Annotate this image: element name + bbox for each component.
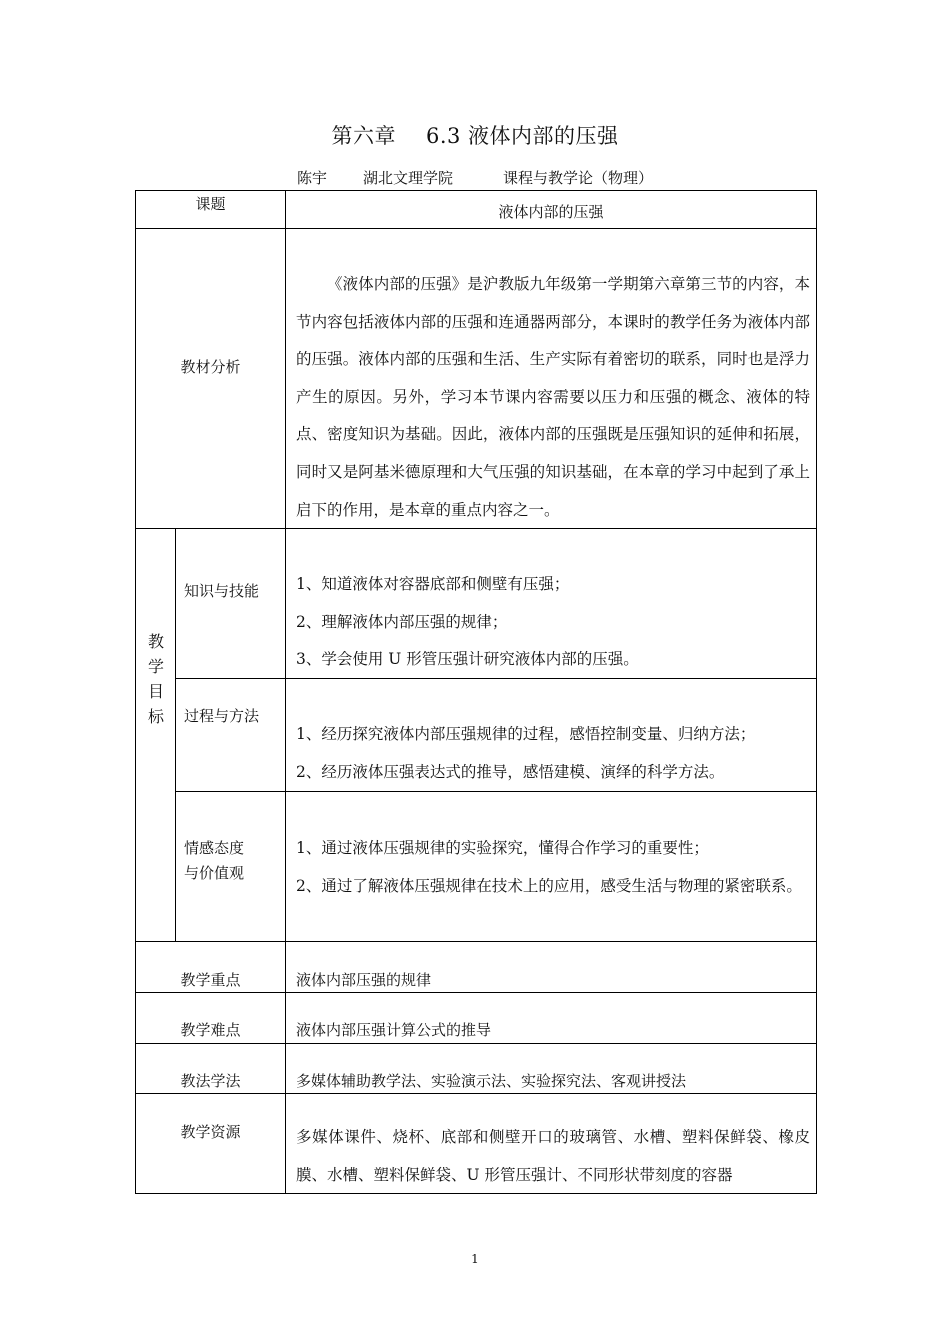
lesson-plan-table <box>135 190 817 1194</box>
emotion-list <box>296 830 810 905</box>
objectives-label-char: 标 <box>147 707 164 726</box>
analysis-label: 教材分析 <box>180 358 241 376</box>
column-divider <box>285 191 286 1193</box>
key-point-value: 液体内部压强的规律 <box>296 971 432 989</box>
page-number: 1 <box>471 1252 479 1266</box>
column-divider <box>175 528 176 941</box>
objectives-label-char: 教 <box>147 632 164 651</box>
objectives-label-char: 学 <box>147 657 164 676</box>
topic-value: 液体内部的压强 <box>498 203 604 221</box>
objectives-label-char: 目 <box>147 682 164 701</box>
list-item: 3、学会使用 U 形管压强计研究液体内部的压强。 <box>296 650 639 669</box>
emotion-label-line: 与价值观 <box>184 864 245 882</box>
list-item: 2、通过了解液体压强规律在技术上的应用，感受生活与物理的紧密联系。 <box>296 876 802 895</box>
process-list <box>296 716 810 791</box>
list-item: 2、经历液体压强表达式的推导，感悟建模、演绎的科学方法。 <box>296 762 725 781</box>
list-item: 2、理解液体内部压强的规律； <box>296 612 508 631</box>
course-name: 课程与教学论（物理） <box>503 169 654 187</box>
key-point-label: 教学重点 <box>180 971 241 989</box>
process-label: 过程与方法 <box>184 707 260 725</box>
analysis-text: 《液体内部的压强》是沪教版九年级第一学期第六章第三节的内容，本节内容包括液体内部的压强和连通器两部分，本课时的教学任务为液体内部的压强。液体内部的压强和生活、生产实际有着密切的联系，同时也是浮力产生的原因。另外，学习本节课内容需要以压力和压强的概念、液体的特点、密度知识为基础。因此，液体内部的压强既是压强知识的延伸和拓展，同时又是阿基米德原理和大气压强的知识基础，在本章的学习中起到了承上启下的作用，是本章的重点内容之一。 <box>296 275 810 519</box>
school-name: 湖北文理学院 <box>362 169 453 187</box>
resources-value: 多媒体课件、烧杯、底部和侧壁开口的玻璃管、水槽、塑料保鲜袋、橡皮膜、水槽、塑料保鲜袋、U 形管压强计、不同形状带刻度的容器 <box>296 1128 810 1184</box>
methods-label: 教法学法 <box>180 1072 241 1090</box>
list-item: 1、经历探究液体内部压强规律的过程，感悟控制变量、归纳方法； <box>296 725 756 743</box>
resources-label: 教学资源 <box>180 1123 241 1141</box>
chapter-label: 第六章 <box>331 124 396 148</box>
lesson-title: 6.3 液体内部的压强 <box>425 124 619 148</box>
list-item: 1、知道液体对容器底部和侧壁有压强； <box>296 575 570 593</box>
emotion-label-line: 情感态度 <box>184 839 245 857</box>
knowledge-label: 知识与技能 <box>184 582 260 600</box>
methods-value: 多媒体辅助教学法、实验演示法、实验探究法、客观讲授法 <box>296 1072 687 1090</box>
list-item: 1、通过液体压强规律的实验探究，懂得合作学习的重要性； <box>296 839 709 857</box>
emotion-label <box>184 836 284 886</box>
page-title <box>0 120 950 150</box>
difficulty-value: 液体内部压强计算公式的推导 <box>296 1021 492 1039</box>
difficulty-label: 教学难点 <box>180 1021 241 1039</box>
knowledge-list <box>296 566 810 679</box>
topic-label: 课题 <box>195 195 226 213</box>
row-divider <box>136 941 816 942</box>
author-name: 陈宇 <box>296 169 327 187</box>
objectives-label <box>146 629 166 729</box>
